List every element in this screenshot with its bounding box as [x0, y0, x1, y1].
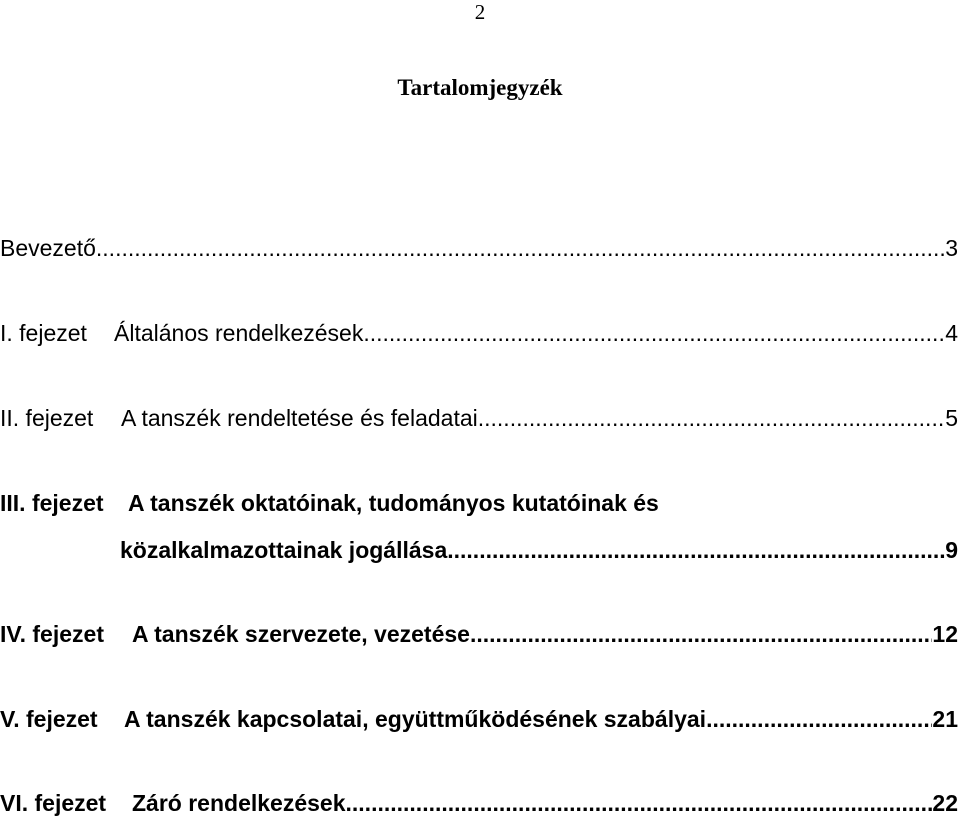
page-number: 2: [474, 0, 486, 24]
dot-leader: [363, 317, 945, 349]
toc-entry-title: Bevezető: [0, 235, 96, 261]
toc-entry-title: A tanszék rendeltetése és feladatai: [121, 405, 478, 431]
dot-leader: [706, 703, 932, 735]
toc-entry-label: [0, 534, 447, 566]
toc-entry-chapter: III. fejezet: [0, 490, 104, 516]
toc-entry-label: [0, 703, 706, 735]
toc-entry-chapter: I. fejezet: [0, 320, 87, 346]
toc-entry-title: A tanszék szervezete, vezetése: [132, 621, 470, 647]
toc-entry-chapter-4[interactable]: [0, 618, 960, 650]
toc-title: Tartalomjegyzék: [397, 75, 563, 100]
dot-leader: [96, 232, 945, 264]
toc-entry-label: [0, 317, 363, 349]
dot-leader: [447, 534, 945, 566]
toc-entry-title: Általános rendelkezések: [114, 320, 364, 346]
toc-entry-chapter-2[interactable]: [0, 402, 960, 434]
toc-entry-chapter-3-line2[interactable]: [0, 534, 960, 566]
toc-entry-chapter-1[interactable]: [0, 317, 960, 349]
toc-entry-page: 4: [945, 320, 958, 346]
toc-entry-label: [0, 787, 346, 819]
toc-entry-page: 3: [945, 235, 958, 261]
toc-entry-title: Záró rendelkezések: [132, 790, 346, 816]
toc-entry-chapter-6[interactable]: [0, 787, 960, 819]
toc-entry-introduction[interactable]: [0, 232, 960, 264]
toc-entry-chapter: VI. fejezet: [0, 790, 107, 816]
dot-leader: [346, 787, 933, 819]
toc-entry-chapter-5[interactable]: [0, 703, 960, 735]
toc-entry-chapter-3-line1[interactable]: [0, 487, 659, 519]
toc-entry-page: 5: [945, 405, 958, 431]
dot-leader: [478, 402, 945, 434]
toc-entry-label: [0, 232, 96, 264]
toc-entry-chapter: V. fejezet: [0, 706, 98, 732]
toc-entry-title: A tanszék oktatóinak, tudományos kutatóinak és: [128, 490, 659, 516]
toc-entry-chapter: IV. fejezet: [0, 621, 104, 647]
toc-entry-page: 9: [945, 537, 958, 563]
toc-entry-title: A tanszék kapcsolatai, együttműködésének szabályai: [124, 706, 707, 732]
toc-entry-chapter: II. fejezet: [0, 405, 94, 431]
toc-entry-title: közalkalmazottainak jogállása: [120, 537, 448, 563]
toc-entry-label: [0, 402, 478, 434]
toc-entry-page: 21: [932, 706, 958, 732]
toc-entry-label: [0, 618, 470, 650]
toc-entry-page: 22: [932, 790, 958, 816]
toc-entry-page: 12: [932, 621, 958, 647]
dot-leader: [470, 618, 932, 650]
